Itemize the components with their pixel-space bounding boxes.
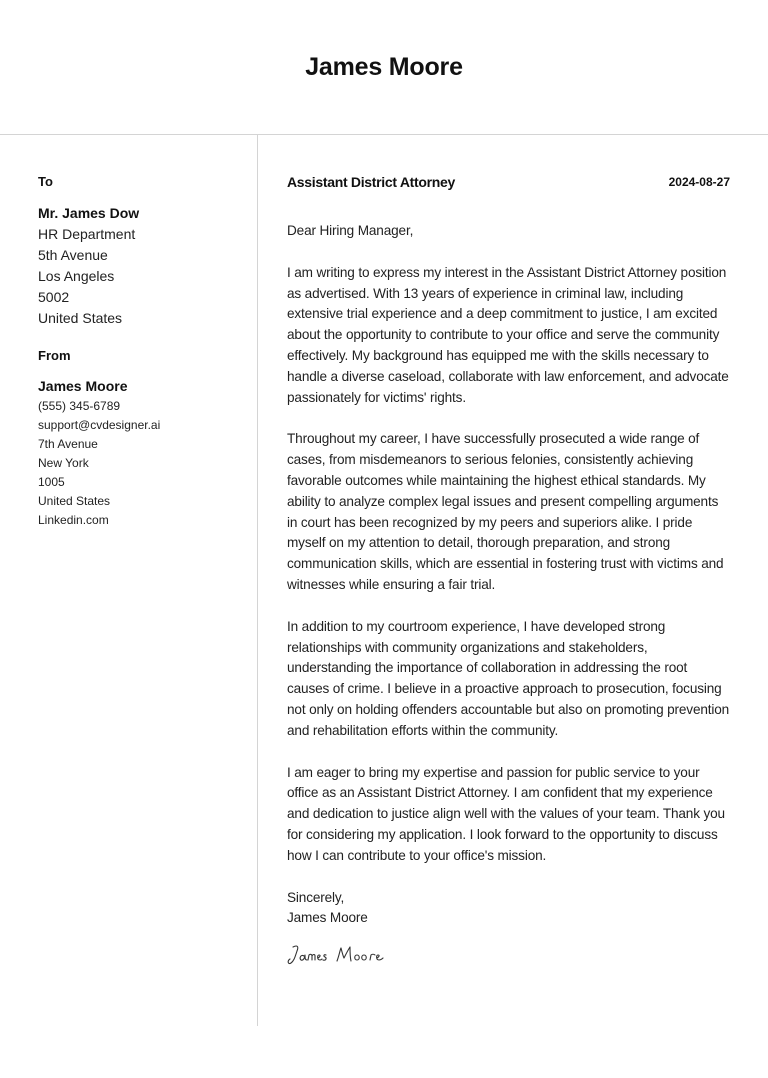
signature-drawing: [287, 939, 397, 971]
paragraph-community: In addition to my courtroom experience, I have developed strong relationships with community organizations and stakeholders, understanding the importance of collaboration in addressing the root causes of crime. I believe in a proactive approach to prosecution, focusing not only on holding offenders accountable but also on promoting prevention and rehabilitation efforts within the community.: [287, 618, 730, 738]
paragraph-closing: I am eager to bring my expertise and passion for public service to your office as an Assistant District Attorney. I am confident that my experience and dedication to justice align well with the values of your team. Thank you for considering my application. I look forward to the opportunity to discuss how I can contribute to your office's mission.: [287, 764, 725, 863]
to-heading: To: [38, 174, 53, 189]
from-heading: From: [38, 348, 71, 363]
sender-street: 7th Avenue: [38, 437, 98, 451]
recipient-city: Los Angeles: [38, 268, 115, 284]
sender-country: United States: [38, 494, 111, 508]
column-divider: [257, 135, 258, 1026]
paragraph-intro: I am writing to express my interest in the Assistant District Attorney position as advertised. With 13 years of experience in criminal law, including extensive trial experience and a deep commitment to justice, I am excited about the opportunity to contribute to your office and serve the community effectively. My background has equipped me with the skills necessary to handle a diverse caseload, collaborate with law enforcement, and advocate passionately for victims' rights.: [287, 264, 729, 405]
signer-name: James Moore: [287, 910, 368, 926]
recipient-country: United States: [38, 310, 123, 326]
sender-linkedin: Linkedin.com: [38, 513, 109, 527]
letter-header: [287, 170, 730, 194]
letter-date: 2024-08-27: [668, 175, 730, 189]
applicant-name: James Moore: [305, 53, 463, 81]
sender-email: support@cvdesigner.ai: [38, 418, 161, 432]
recipient-department: HR Department: [38, 226, 136, 242]
job-title: Assistant District Attorney: [287, 174, 455, 190]
sender-name: James Moore: [38, 378, 128, 394]
recipient-name: Mr. James Dow: [38, 205, 140, 221]
sender-phone: (555) 345-6789: [38, 399, 121, 413]
recipient-street: 5th Avenue: [38, 247, 108, 263]
contact-sidebar: [38, 170, 248, 530]
salutation: Dear Hiring Manager,: [287, 223, 414, 238]
recipient-postal-code: 5002: [38, 289, 70, 305]
handwritten-signature: [287, 939, 730, 971]
letter-body: [287, 170, 730, 971]
closing: Sincerely,: [287, 889, 345, 905]
sender-city: New York: [38, 456, 89, 470]
paragraph-career: Throughout my career, I have successfully prosecuted a wide range of cases, from misdemeanors to serious felonies, consistently achieving favorable outcomes while maintaining the highest ethical standards. My ability to analyze complex legal issues and present compelling arguments in court has been recognized by my peers and superiors alike. I pride myself on my attention to detail, thorough preparation, and strong communication skills, which are essential in fostering trust with victims and witnesses while ensuring a fair trial.: [287, 431, 724, 592]
sender-postal-code: 1005: [38, 475, 65, 489]
page-header: [0, 0, 768, 135]
